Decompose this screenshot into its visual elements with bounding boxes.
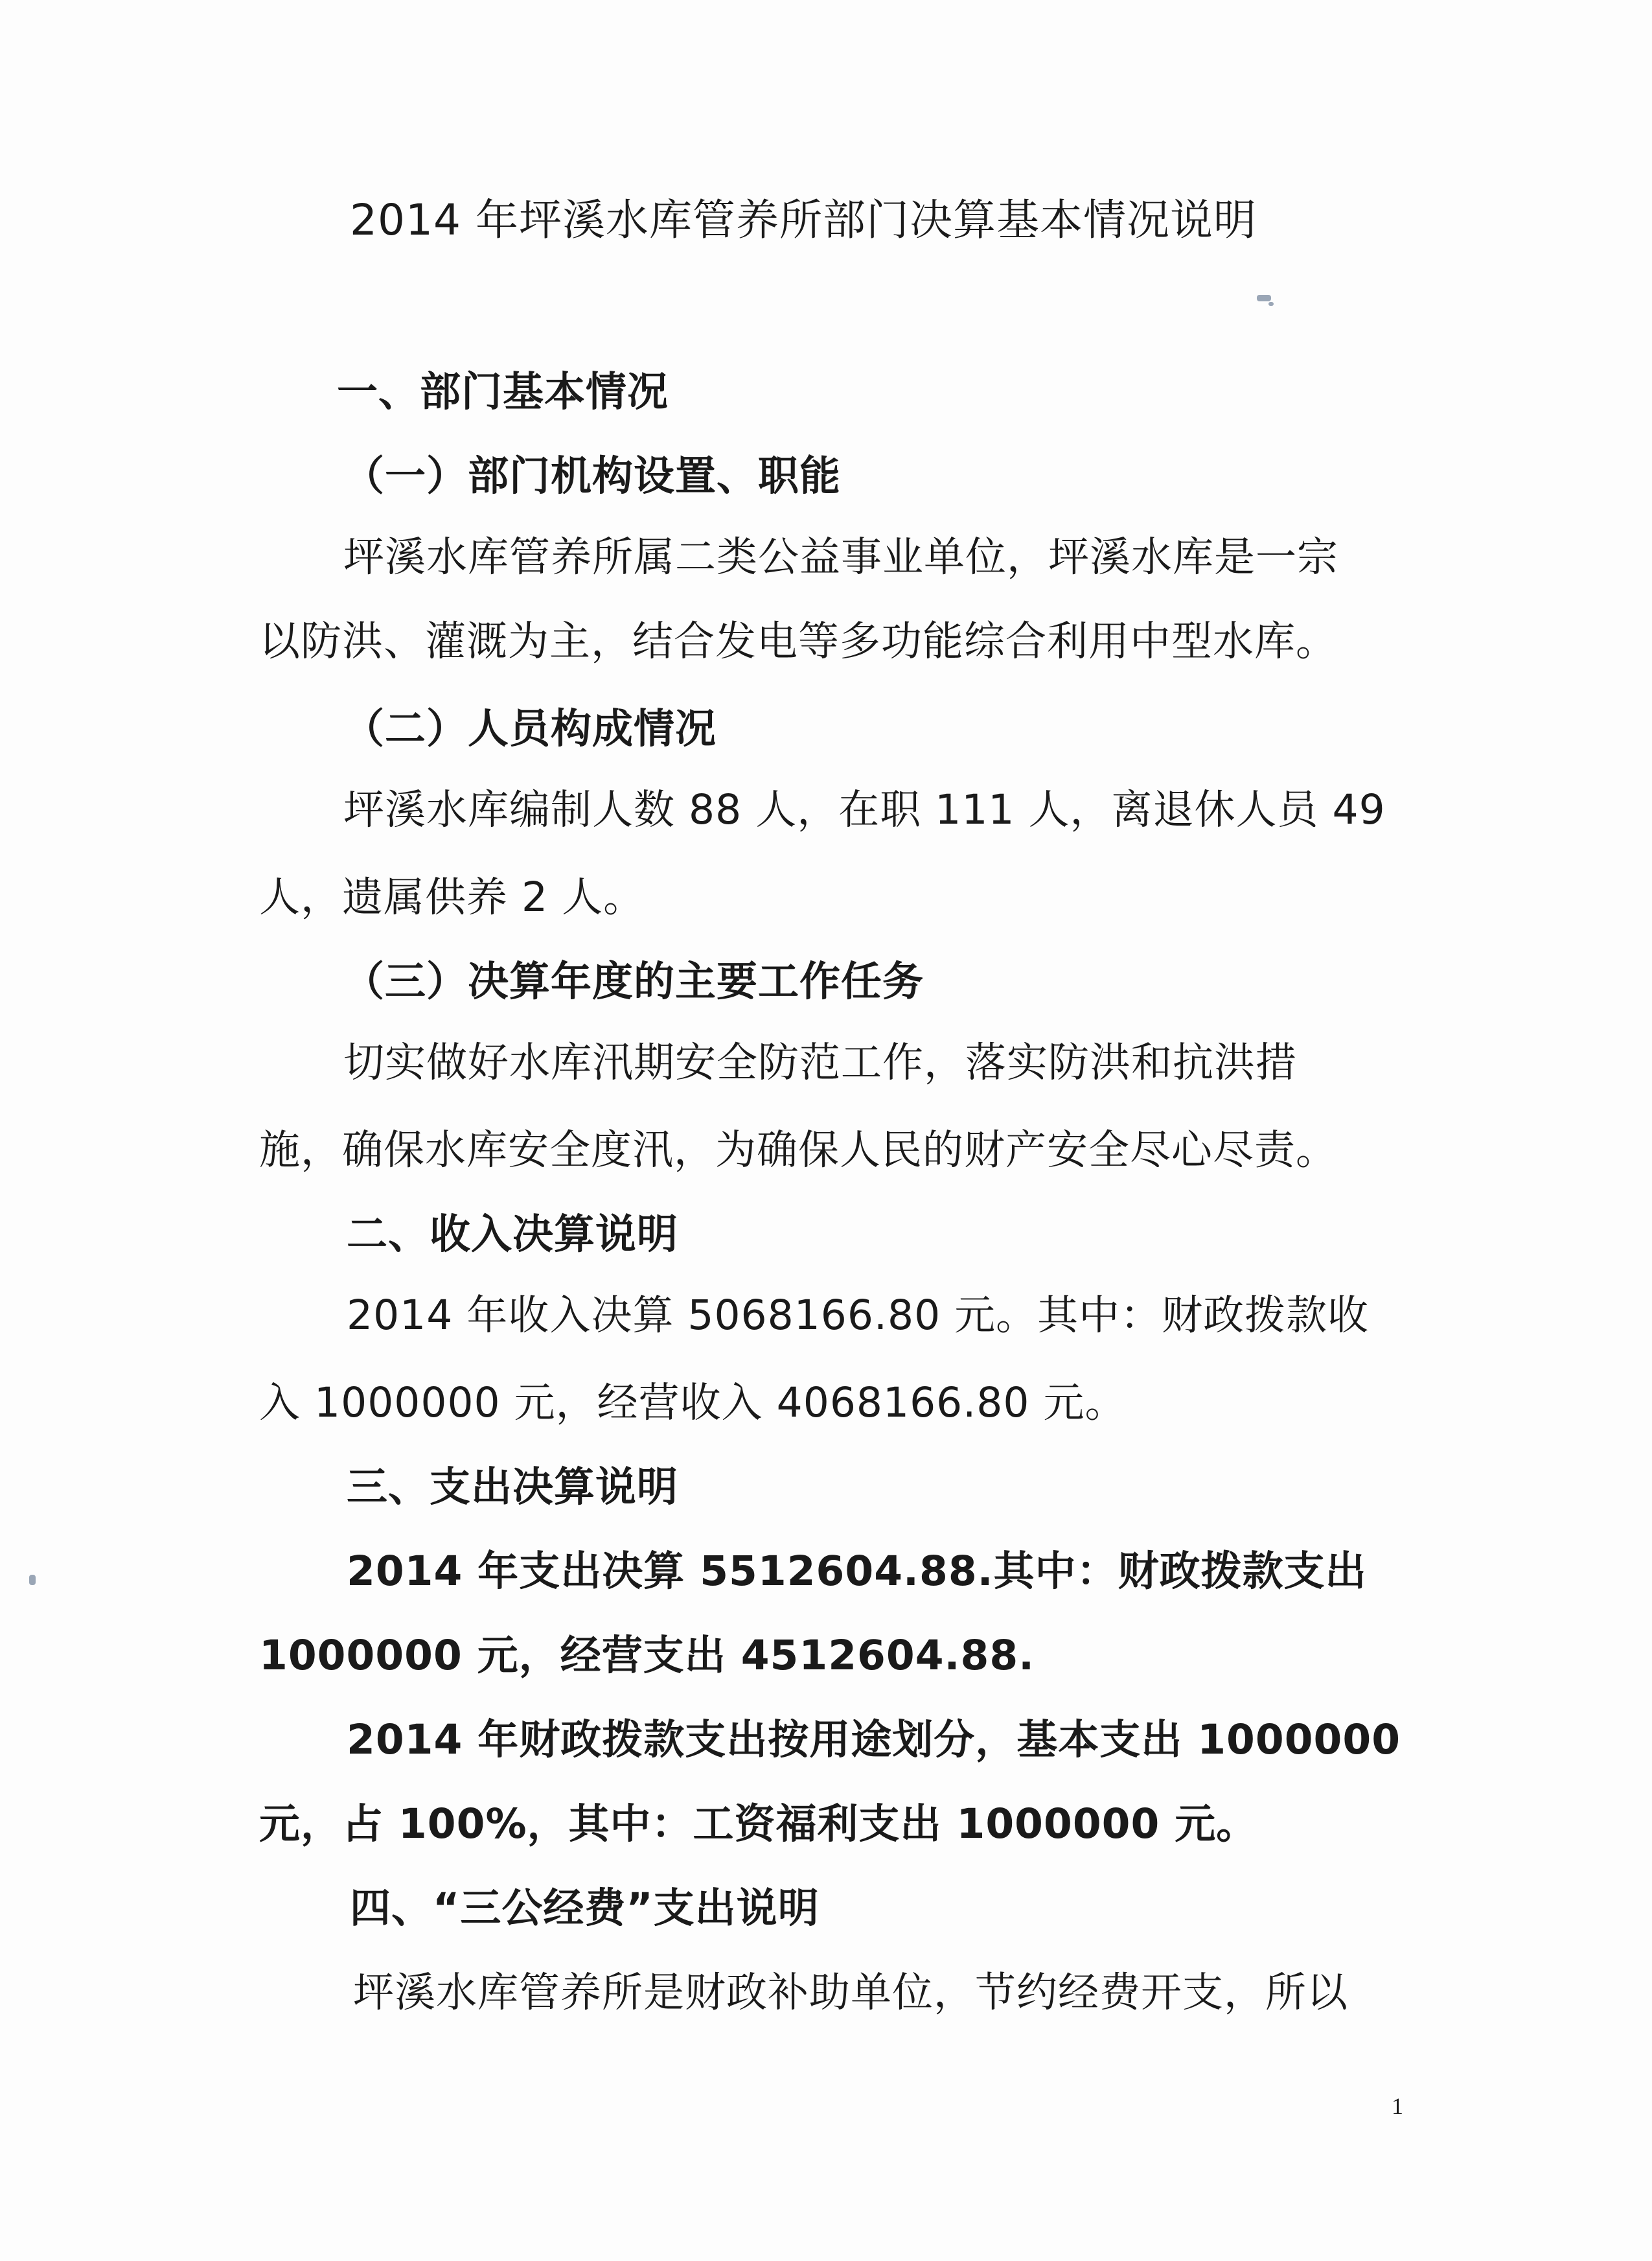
subsection-heading-1-3: （三）决算年度的主要工作任务 [343, 958, 924, 1005]
section-heading-1: 一、部门基本情况 [337, 368, 669, 415]
scan-speck [1257, 295, 1271, 301]
subsection-heading-1-1: （一）部门机构设置、职能 [343, 452, 841, 500]
paragraph-line: 切实做好水库汛期安全防范工作，落实防洪和抗洪措 [343, 1039, 1297, 1086]
paragraph-line: 坪溪水库编制人数 88 人，在职 111 人，离退休人员 49 [343, 786, 1386, 833]
paragraph-line: 元，占 100%，其中：工资福利支出 1000000 元。 [259, 1800, 1258, 1848]
paragraph-line: 1000000 元，经营支出 4512604.88. [259, 1632, 1035, 1679]
scan-speck [29, 1575, 36, 1585]
section-heading-3: 三、支出决算说明 [347, 1463, 678, 1511]
paragraph-line: 以防洪、灌溉为主，结合发电等多功能综合利用中型水库。 [259, 618, 1337, 665]
section-heading-4: 四、“三公经费”支出说明 [350, 1884, 820, 1932]
paragraph-line: 2014 年收入决算 5068166.80 元。其中：财政拨款收 [347, 1292, 1370, 1339]
paragraph-line: 坪溪水库管养所属二类公益事业单位，坪溪水库是一宗 [343, 533, 1338, 581]
section-heading-2: 二、收入决算说明 [347, 1211, 678, 1258]
paragraph-line: 坪溪水库管养所是财政补助单位，节约经费开支，所以 [353, 1969, 1348, 2016]
document-title: 2014 年坪溪水库管养所部门决算基本情况说明 [350, 195, 1257, 245]
scan-speck [1268, 302, 1274, 306]
paragraph-line: 入 1000000 元，经营收入 4068166.80 元。 [259, 1379, 1127, 1426]
paragraph-line: 2014 年财政拨款支出按用途划分，基本支出 1000000 [347, 1716, 1401, 1763]
paragraph-line: 施，确保水库安全度汛，为确保人民的财产安全尽心尽责。 [259, 1126, 1337, 1174]
subsection-heading-1-2: （二）人员构成情况 [343, 705, 717, 752]
paragraph-line: 人，遗属供养 2 人。 [259, 874, 645, 921]
paragraph-line: 2014 年支出决算 5512604.88.其中：财政拨款支出 [347, 1548, 1367, 1595]
page-number: 1 [1392, 2093, 1403, 2119]
